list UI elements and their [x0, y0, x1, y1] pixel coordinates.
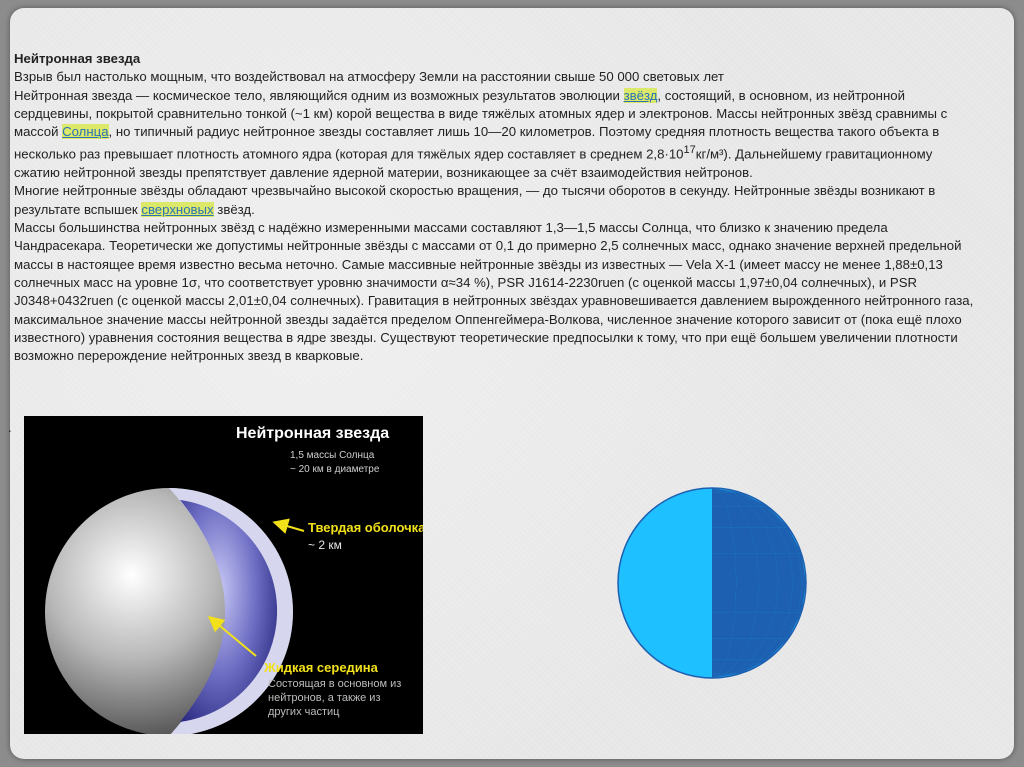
- paragraph-3: Массы большинства нейтронных звёзд с надёжно измеренными массами составляют 1,3—1,5 массы Солнца, что близко к значению предела Чандрасекара. Теоретически же допустимы нейтронные звёзды с массами от 0,1 до примерно 2,5 солнечных масс, однако значение верхней предельной массы в настоящее время известно весьма неточно. Самые массивные нейтронные звёзды из известных — Vela X-1 (имеет массу не менее 1,88±0,13 солнечных масс на уровне 1σ, что соответствует уровню значимости α≈34 %), PSR J1614-2230ruen (с оценкой массы 1,97±0,04 солнечных), и PSR J0348+0432ruen (с оценкой массы 2,01±0,04 солнечных). Гравитация в нейтронных звёздах уравновешивается давлением вырожденного нейтронного газа, максимальное значение массы нейтронной звезды задаётся пределом Оппенгеймера-Волкова, численное значение которого зависит от (пока ещё плохо известного) уравнения состояния вещества в ядре звезды. Существуют теоретические предпосылки к тому, что при ещё большем увеличении плотности возможно перерождение нейтронных звезд в кварковые.: [14, 220, 974, 364]
- sphere-cell: [712, 583, 736, 612]
- neutron-star-diagram: [24, 416, 423, 734]
- sphere-cells: [712, 488, 806, 678]
- intro-paragraph: Взрыв был настолько мощным, что воздействовал на атмосферу Земли на расстоянии свыше 50 000 световых лет: [14, 69, 724, 85]
- p1-text-b: , состоящий, в основном, из нейтронной сердцевины, покрытой сравнительно тонкой (~1 км) корой вещества в виде тяжёлых атомных ядер и электронов. Массы нейтронных звёзд сравнимы с массой: [14, 87, 948, 140]
- checkered-sphere-svg: [612, 485, 812, 681]
- p1-text-d: кг/м³). Дальнейшему гравитационному сжатию нейтронной звезды препятствует давление ядерной материи, возникающее за счёт взаимодействия нейтронов.: [14, 146, 933, 181]
- core-desc-line-1: Состоящая в основном из: [268, 678, 402, 690]
- crust-thickness: ~ 2 км: [308, 538, 342, 552]
- core-desc-line-2: нейтронов, а также из: [268, 692, 381, 704]
- sphere-cell: [735, 583, 759, 612]
- link-supernova[interactable]: сверхновых: [141, 201, 214, 217]
- crust-arrow: [280, 524, 304, 531]
- diagram-title: Нейтронная звезда: [236, 425, 390, 442]
- crust-label: Твердая оболочка: [308, 520, 423, 535]
- sphere-cell: [712, 554, 736, 583]
- paragraph-1: [14, 87, 974, 183]
- p1-exponent: 17: [683, 144, 696, 157]
- diagram-subtitle-diameter: ~ 20 км в диаметре: [290, 464, 380, 475]
- paragraph-2: [14, 182, 974, 219]
- diagram-svg: [24, 416, 423, 734]
- link-stars[interactable]: звёзд: [623, 87, 658, 103]
- slide-text: [14, 50, 974, 365]
- p2-text-b: звёзд.: [213, 201, 255, 217]
- p2-text-a: Многие нейтронные звёзды обладают чрезвычайно высокой скоростью вращения, — до тысячи оборотов в секунду. Нейтронные звёзды возникают в результате вспышек: [14, 183, 936, 217]
- p1-text-a: Нейтронная звезда — космическое тело, являющийся одним из возможных результатов эволюции: [14, 87, 624, 103]
- core-desc-line-3: других частиц: [268, 706, 340, 718]
- core-label: Жидкая середина: [264, 660, 378, 675]
- sphere-cell: [712, 612, 735, 638]
- bullet-dot: .: [8, 420, 12, 435]
- sphere-cell: [757, 554, 779, 583]
- p1-text-c: , но типичный радиус нейтронное звезды составляет лишь 10—20 километров. Поэтому средняя плотность вещества такого объекта в несколько раз превышает плотность атомного ядра (которая для тяжёлых ядер составляет в среднем 2,8·10: [14, 124, 940, 162]
- link-sun[interactable]: Солнца: [62, 124, 109, 140]
- checkered-sphere: [612, 485, 812, 681]
- slide-title: Нейтронная звезда: [14, 51, 141, 66]
- sphere-cell: [735, 554, 759, 583]
- diagram-subtitle-mass: 1,5 массы Солнца: [290, 450, 375, 461]
- sphere-cell: [712, 527, 735, 553]
- sphere-cell: [757, 583, 779, 612]
